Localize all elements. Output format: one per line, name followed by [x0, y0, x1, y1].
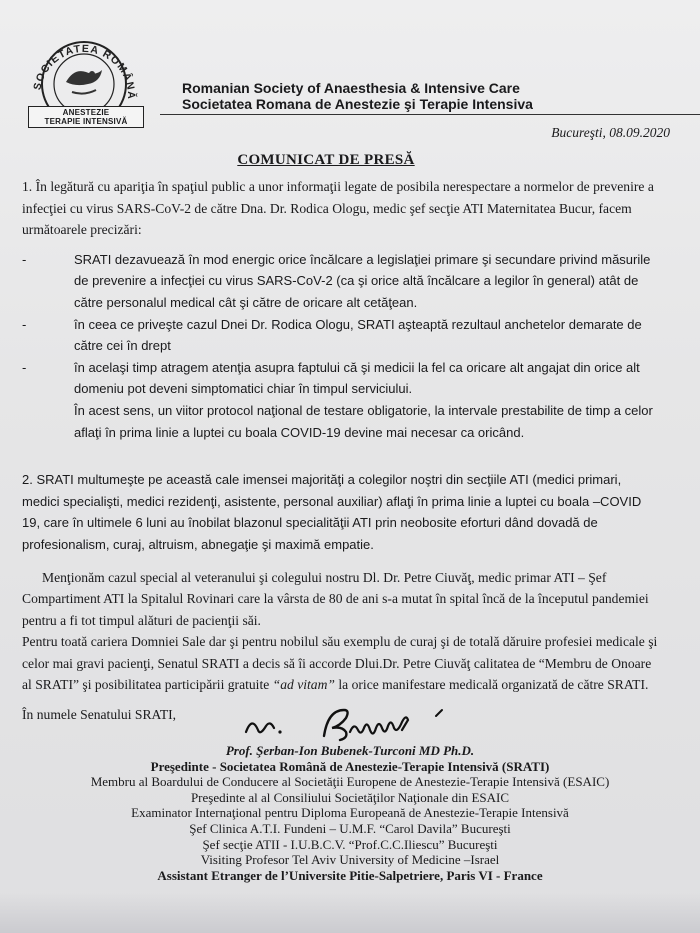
- organization-header: [182, 80, 692, 112]
- list-item: - în ceea ce priveşte cazul Dnei Dr. Rodica Ologu, SRATI aşteaptă rezultaul anchetelor demarate de către cei în drept: [22, 314, 660, 357]
- signer-role: Preşedinte al al Consiliului Societăţilor Naţionale din ESAIC: [190, 789, 510, 805]
- paragraph-3-text: Menţionăm cazul special al veteranului şi colegului nostru Dl. Dr. Petre Ciuvăţ, medic primar ATI – Şef Compartiment ATI la Spitalul Rovinari care la vârsta de 80 de ani s-a mutat în spital încă de la începutul pandemiei pentru a fi tot timpul alături de pacienţii săi.: [22, 569, 649, 628]
- signer-role: Preşedinte - Societatea Română de Anestezie-Terapie Intensivă (SRATI): [150, 758, 550, 774]
- signer-role: Şef Clinica A.T.I. Fundeni – U.M.F. “Carol Davila” Bucureşti: [189, 820, 511, 836]
- signer-role: Membru al Boardului de Conducere al Societăţii Europene de Anestezie-Terapie Intensivă (ESAIC): [90, 774, 610, 790]
- paragraph-4-start: Pentru toată cariera Domniei Sale dar şi pentru nobilul său exemplu de curaj şi de totală dăruire profesiei medicale şi celor mai gravi pacienţi, Senatul SRATI a decis să îi accorde Dlui.Dr. Petre Ciuvăţ calitatea de “Membru de Onoare al SRATI” şi posibilitatea participării gratuite: [22, 634, 658, 693]
- page-shadow: [0, 893, 700, 933]
- handwritten-signature: [240, 702, 480, 746]
- signer-role: Assistant Etranger de l’Universite Pitie-Salpetriere, Paris VI - France: [157, 867, 543, 883]
- document-body: [22, 176, 660, 726]
- logo-label: [28, 106, 144, 128]
- paragraph-4-end: la orice manifestare medicală organizată de către SRATI.: [335, 677, 649, 693]
- document-title-text: COMUNICAT DE PRESĂ: [237, 152, 415, 168]
- ad-vitam-text: “ad vitam”: [272, 677, 335, 693]
- signature-icon: [240, 702, 480, 746]
- document-date: Bucureşti, 08.09.2020: [551, 125, 670, 140]
- signer-role: Examinator Internaţional pentru Diploma Europeană de Anestezie-Terapie Intensivă: [131, 805, 569, 821]
- logo-ring-text: SOCIETATEA ROMÂNĂ: [31, 42, 138, 101]
- list-item: - în acelaşi timp atragem atenţia asupra faptului că şi medicii la fel ca oricare alt angajat din orice alt domeniu pot deveni simptomatici chiar în timpul serviciului.: [22, 357, 660, 400]
- logo-label-line2: TERAPIE INTENSIVĂ: [44, 117, 128, 126]
- paragraph-3: [22, 567, 660, 632]
- paragraph-1: 1. În legătură cu apariţia în spaţiul public a unor informaţii legate de posibila nerespectare a normelor de prevenire a infecţiei cu virus SARS-CoV-2 de către Dna. Dr. Rodica Ologu, medic şef secţie ATI Maternitatea Bucur, facem următoarele precizări:: [22, 179, 654, 238]
- logo-label-line1: ANESTEZIE: [62, 108, 110, 117]
- paragraph-4: [22, 631, 660, 696]
- paragraph-2: 2. SRATI multumeşte pe această cale imensei majorităţi a colegilor noştri din secţiile ATI (medici primari, medici specialişti, medici rezidenţi, asistente, personal auxiliar) aflaţi în prima linie a luptei cu boala –COVID 19, care în ultimele 6 luni au înobilat blazonul specialităţii ATI prin neobosite eforturi dând dovadă de profesionalism, curaj, altruism, abnegaţie şi maximă empatie.: [22, 472, 642, 552]
- closing-line: În numele Senatului SRATI,: [22, 707, 177, 723]
- signer-role: Şef secţie ATII - I.U.B.C.V. “Prof.C.C.Iliescu” Bucureşti: [202, 836, 498, 852]
- org-name-romanian: Societatea Romana de Anestezie şi Terapie Intensiva: [182, 96, 533, 112]
- svg-text:SOCIETATEA ROMÂNĂ: [31, 43, 138, 100]
- list-item: - SRATI dezavuează în mod energic orice încălcare a legislaţiei primare şi secundare privind măsurile de prevenire a infecţiei cu virus SARS-CoV-2 (ca şi orice altă încălcare a legilor în general) atât de către personalul medical cât şi către de oricare alt cetăţean.: [22, 249, 660, 314]
- signer-block: [0, 743, 700, 883]
- org-name-english: Romanian Society of Anaesthesia & Intensive Care: [182, 80, 520, 96]
- document-title: [0, 152, 652, 169]
- list-item-continuation: În acest sens, un viitor protocol naţional de testare obligatorie, la intervale prestabilite de timp a celor aflaţi în prima linie a luptei cu boala COVID-19 devine mai necesar ca oricând.: [74, 402, 653, 440]
- header-divider: [160, 114, 700, 115]
- precisions-list: [22, 249, 660, 443]
- signer-name: Prof. Şerban-Ion Bubenek-Turconi MD Ph.D.: [225, 743, 475, 758]
- signer-role: Visiting Profesor Tel Aviv University of Medicine –Israel: [200, 852, 500, 868]
